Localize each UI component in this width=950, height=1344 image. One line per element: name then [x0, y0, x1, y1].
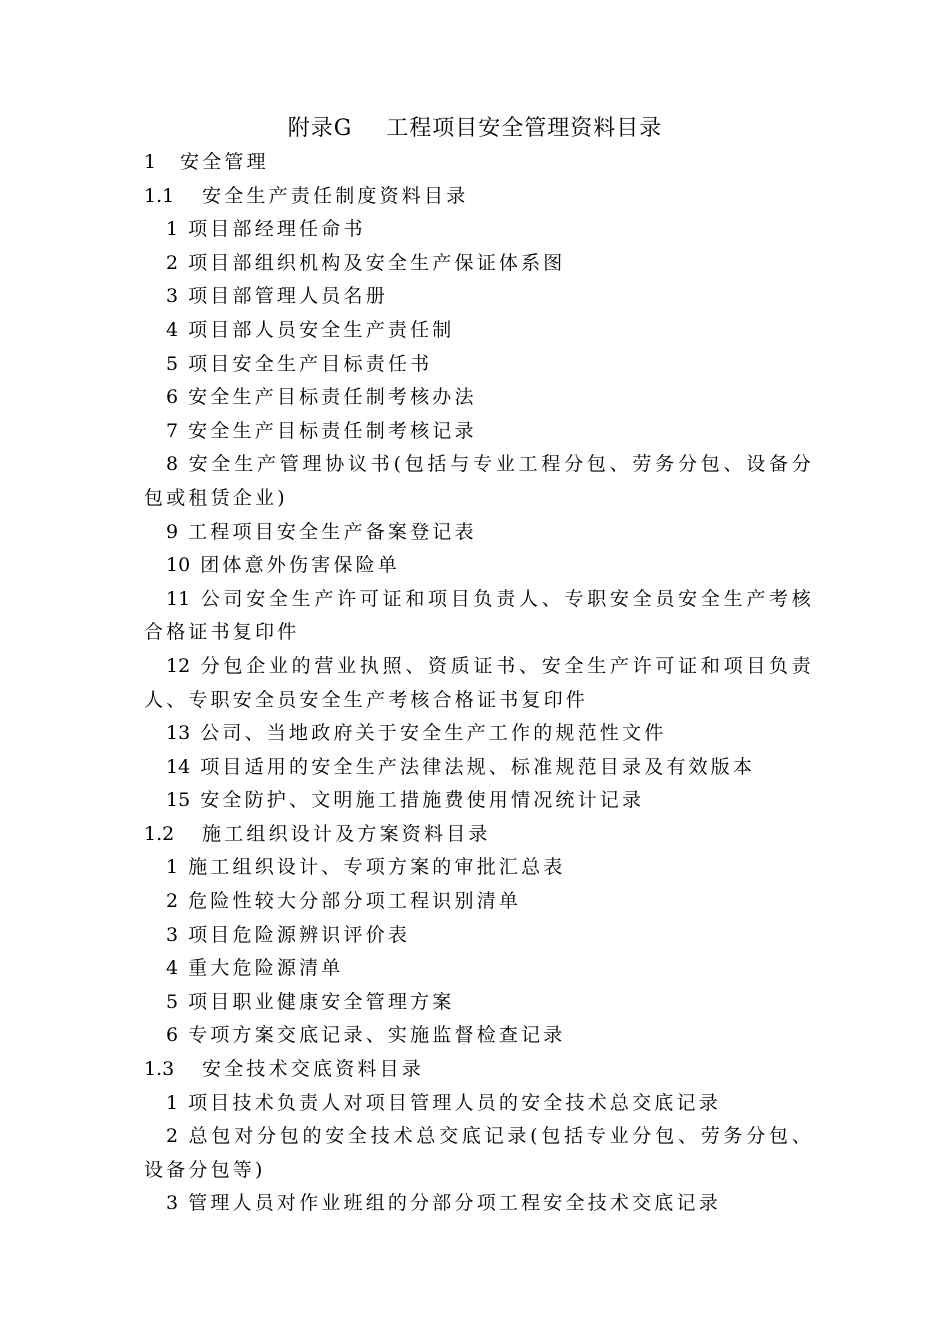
item-text: 安全管理: [180, 151, 269, 173]
item-text: 项目部经理任命书: [188, 218, 366, 241]
list-item: [144, 784, 814, 818]
item-number: 6: [166, 1024, 179, 1047]
list-item: [144, 381, 814, 415]
item-number: 6: [166, 386, 179, 409]
item-number: 7: [166, 419, 179, 442]
list-item: [144, 415, 814, 449]
item-number: 11: [166, 587, 191, 610]
list-item: [144, 516, 814, 550]
list-item: [144, 213, 814, 247]
item-number: 4: [166, 957, 179, 980]
item-text: 分包企业的营业执照、资质证书、安全生产许可证和项目负责人、专职安全员安全生产考核合格证书复印件: [144, 654, 814, 711]
item-number: 2: [166, 890, 179, 913]
list-item: [144, 549, 814, 583]
item-number: 15: [166, 789, 191, 812]
item-text: 项目部人员安全生产责任制: [188, 318, 455, 341]
item-text: 项目部管理人员名册: [188, 285, 388, 308]
item-text: 工程项目安全生产备案登记表: [188, 520, 477, 543]
item-number: 4: [166, 318, 179, 341]
list-item: [144, 919, 814, 953]
section-heading: [144, 818, 814, 852]
item-number: 1: [166, 1091, 179, 1114]
item-text: 安全生产管理协议书(包括与专业工程分包、劳务分包、设备分包或租赁企业): [144, 453, 814, 509]
list-item: [144, 1187, 814, 1221]
item-text: 重大危险源清单: [188, 957, 344, 980]
item-text: 安全防护、文明施工措施费使用情况统计记录: [200, 789, 645, 812]
item-number: 3: [166, 285, 179, 308]
item-text: 施工组织设计及方案资料目录: [202, 822, 491, 845]
item-text: 项目适用的安全生产法律法规、标准规范目录及有效版本: [200, 755, 756, 778]
item-text: 安全生产责任制度资料目录: [202, 184, 469, 207]
item-text: 专项方案交底记录、实施监督检查记录: [188, 1024, 566, 1047]
item-number: 1: [144, 151, 157, 173]
item-text: 安全技术交底资料目录: [202, 1058, 425, 1081]
list-item: [144, 1019, 814, 1053]
item-text: 项目部组织机构及安全生产保证体系图: [188, 251, 566, 274]
item-text: 公司、当地政府关于安全生产工作的规范性文件: [200, 722, 667, 745]
item-number: 1.1: [144, 184, 175, 207]
list-item: [144, 583, 814, 650]
toc-content: [144, 146, 814, 1221]
item-number: 2: [166, 251, 179, 274]
item-text: 项目技术负责人对项目管理人员的安全技术总交底记录: [188, 1091, 721, 1114]
list-item: [144, 314, 814, 348]
item-text: 安全生产目标责任制考核记录: [188, 419, 477, 442]
item-number: 1: [166, 218, 179, 241]
list-item: [144, 348, 814, 382]
section-heading: [144, 1053, 814, 1087]
item-number: 1.2: [144, 822, 175, 845]
item-number: 1: [166, 856, 179, 879]
section-heading: [144, 180, 814, 214]
item-number: 3: [166, 923, 179, 946]
list-item: [144, 986, 814, 1020]
list-item: [144, 247, 814, 281]
list-item: [144, 751, 814, 785]
item-number: 1.3: [144, 1058, 175, 1081]
item-number: 5: [166, 352, 179, 375]
item-text: 项目职业健康安全管理方案: [188, 990, 455, 1013]
list-item: [144, 280, 814, 314]
item-number: 9: [166, 520, 179, 543]
appendix-label: 附录G: [287, 116, 353, 141]
list-item: [144, 1087, 814, 1121]
title-text: 工程项目安全管理资料目录: [386, 116, 663, 141]
item-number: 3: [166, 1192, 179, 1215]
list-item: [144, 717, 814, 751]
list-item: [144, 851, 814, 885]
item-number: 14: [166, 755, 191, 778]
item-number: 10: [166, 554, 191, 577]
item-number: 12: [166, 654, 191, 677]
chapter-heading: [144, 146, 814, 180]
item-number: 2: [166, 1125, 179, 1148]
list-item: [144, 1120, 814, 1187]
item-text: 总包对分包的安全技术总交底记录(包括专业分包、劳务分包、设备分包等): [144, 1125, 814, 1181]
list-item: [144, 650, 814, 717]
item-text: 安全生产目标责任制考核办法: [188, 386, 477, 409]
item-text: 项目安全生产目标责任书: [188, 352, 433, 375]
list-item: [144, 885, 814, 919]
item-number: 13: [166, 722, 191, 745]
item-text: 公司安全生产许可证和项目负责人、专职安全员安全生产考核合格证书复印件: [144, 587, 814, 644]
item-text: 危险性较大分部分项工程识别清单: [188, 890, 522, 913]
item-text: 项目危险源辨识评价表: [188, 923, 411, 946]
item-number: 8: [166, 453, 179, 476]
list-item: [144, 448, 814, 515]
list-item: [144, 952, 814, 986]
item-text: 团体意外伤害保险单: [200, 554, 400, 577]
page-title: [0, 114, 950, 144]
item-text: 管理人员对作业班组的分部分项工程安全技术交底记录: [188, 1192, 721, 1215]
item-number: 5: [166, 990, 179, 1013]
item-text: 施工组织设计、专项方案的审批汇总表: [188, 856, 566, 879]
